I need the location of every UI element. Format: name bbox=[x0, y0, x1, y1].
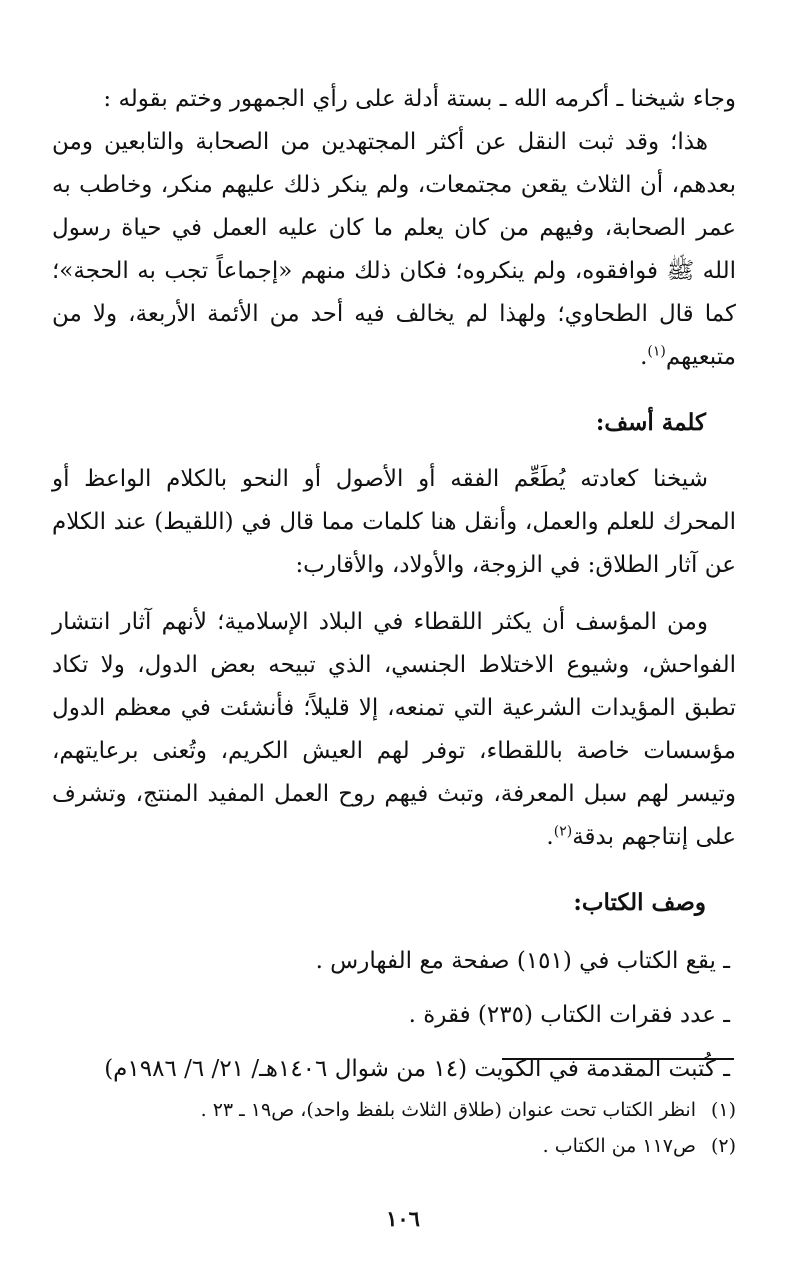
footnotes bbox=[60, 1092, 736, 1164]
footnote-text: ص١١٧ من الكتاب . bbox=[542, 1135, 696, 1157]
footnote-number: (١) bbox=[710, 1099, 736, 1121]
footnote-ref-2[interactable]: (٢) bbox=[553, 823, 573, 840]
list-item: ـ كُتبت المقدمة في الكويت (١٤ من شوال ١٤٠٦هـ/ ٢١/ ٦/ ١٩٨٦م) bbox=[104, 1056, 730, 1082]
laqeet-paragraph bbox=[52, 601, 736, 859]
footnote-text: انظر الكتاب تحت عنوان (طلاق الثلاث بلفظ واحد)، ص١٩ ـ ٢٣ . bbox=[200, 1099, 696, 1121]
footnote-2 bbox=[60, 1128, 736, 1164]
laqeet-text: ومن المؤسف أن يكثر اللقطاء في البلاد الإسلامية؛ لأنهم آثار انتشار الفواحش، وشيوع الاختلاط الجنسي، الذي تبيحه بعض الدول، ولا تكاد تطبق المؤيدات الشرعية التي تمنعه، إلا قليلاً؛ فأنشئت في معظم الدول مؤسسات خاصة باللقطاء، توفر لهم العيش الكريم، وتُعنى برعايتهم، وتيسر لهم سبل المعرفة، وتبث فيهم روح العمل المفيد المنتج، وتشرف على إنتاجهم بدقة bbox=[52, 609, 736, 850]
main-text bbox=[52, 78, 736, 1100]
book-description-list bbox=[52, 938, 736, 1092]
page-number: ١٠٦ bbox=[386, 1206, 420, 1231]
heading-kalimat-asaf: كلمة أسف: bbox=[595, 409, 706, 436]
footnote-divider bbox=[502, 1058, 734, 1060]
heading-wasf-alkitab: وصف الكتاب: bbox=[573, 889, 706, 916]
asaf-paragraph: شيخنا كعادته يُطَعِّم الفقه أو الأصول أو النحو بالكلام الواعظ أو المحرك للعلم والعمل، وأنقل هنا كلمات مما قال في (اللقيط) عند الكلام عن آثار الطلاق: في الزوجة، والأولاد، والأقارب: bbox=[52, 466, 736, 578]
list-item: ـ يقع الكتاب في (١٥١) صفحة مع الفهارس . bbox=[315, 948, 730, 974]
quote-text: هذا؛ وقد ثبت النقل عن أكثر المجتهدين من الصحابة والتابعين ومن بعدهم، أن الثلاث يقعن مجتمعات، ولم ينكر ذلك عليهم منكر، وخاطب به عمر الصحابة، وفيهم من كان يعلم ما كان عليه العمل في حياة رسول الله ﷺ فوافقوه، ولم ينكروه؛ فكان ذلك منهم «إجماعاً تجب به الحجة»؛ كما قال الطحاوي؛ ولهذا لم يخالف فيه أحد من الأئمة الأربعة، ولا من متبعيهم bbox=[52, 129, 736, 370]
footnote-ref-1[interactable]: (١) bbox=[647, 343, 666, 360]
footnote-1 bbox=[60, 1092, 736, 1128]
intro-line: وجاء شيخنا ـ أكرمه الله ـ بستة أدلة على رأي الجمهور وختم بقوله : bbox=[103, 86, 736, 112]
list-item: ـ عدد فقرات الكتاب (٢٣٥) فقرة . bbox=[408, 1002, 730, 1028]
footnote-number: (٢) bbox=[710, 1135, 736, 1157]
laqeet-end: . bbox=[546, 824, 554, 850]
quote-end: . bbox=[640, 344, 648, 370]
quote-paragraph bbox=[52, 121, 736, 379]
